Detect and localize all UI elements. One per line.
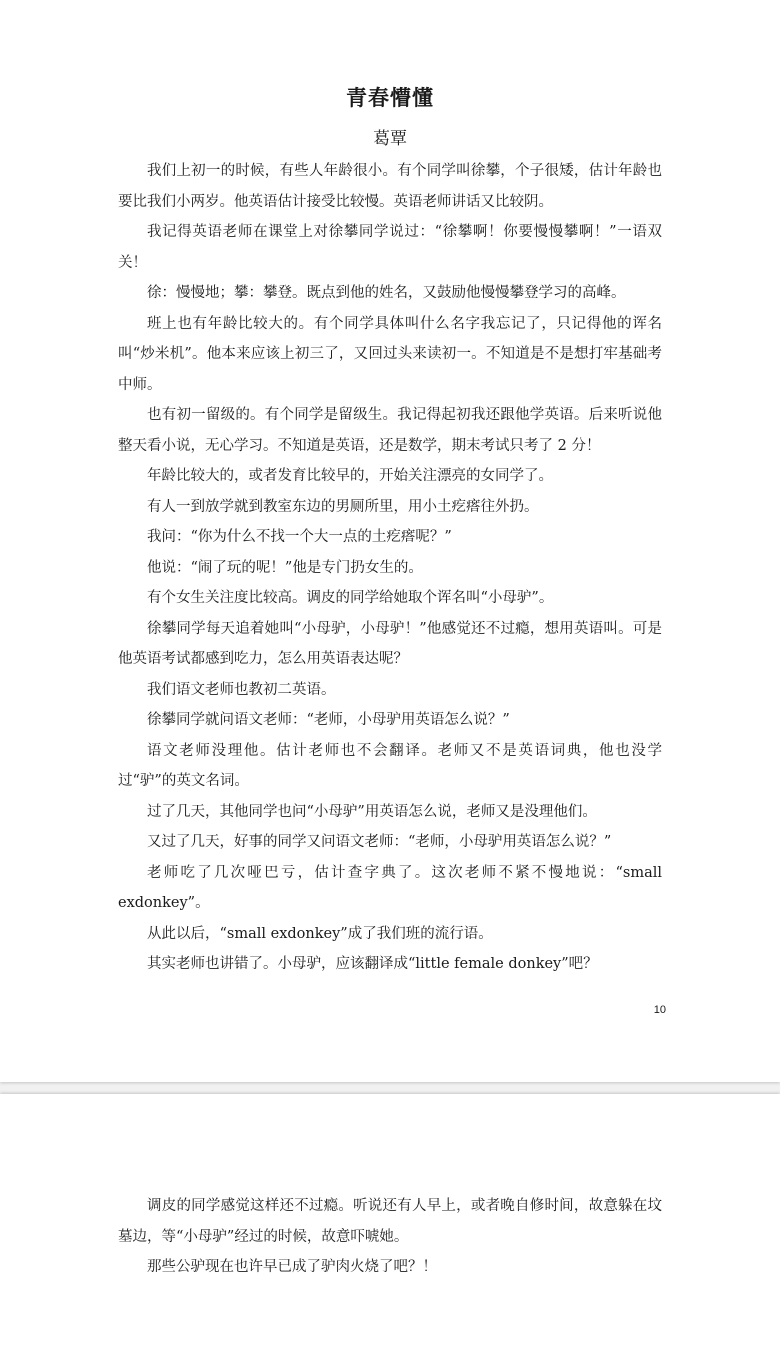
paragraph: 从此以后，“small exdonkey”成了我们班的流行语。 [147, 925, 493, 942]
paragraph: 也有初一留级的。有个同学是留级生。我记得起初我还跟他学英语。后来听说他整天看小说，无心学习。不知道是英语，还是数学，期末考试只考了 2 分！ [118, 407, 662, 454]
author-name: 葛覃 [373, 129, 407, 149]
paragraph: 其实老师也讲错了。小母驴，应该翻译成“little female donkey”吧？ [147, 956, 598, 972]
paragraph: 又过了几天，好事的同学又问语文老师：“老师，小母驴用英语怎么说？” [147, 834, 612, 850]
paragraph: 有人一到放学就到教室东边的男厕所里，用小土疙瘩往外扔。 [147, 498, 539, 515]
paragraph: 徐攀同学每天追着她叫“小母驴，小母驴！”他感觉还不过瘾，想用英语叫。可是他英语考试都感到吃力，怎么用英语表达呢？ [118, 620, 662, 667]
paragraph: 那些公驴现在也许早已成了驴肉火烧了吧？！ [147, 1259, 437, 1275]
article-body [118, 156, 662, 980]
paragraph: 徐：慢慢地；攀：攀登。既点到他的姓名，又鼓励他慢慢攀登学习的高峰。 [147, 285, 626, 301]
paragraph: 过了几天，其他同学也问“小母驴”用英语怎么说，老师又是没理他们。 [147, 803, 597, 820]
paragraph: 语文老师没理他。估计老师也不会翻译。老师又不是英语词典，他也没学过“驴”的英文名词。 [118, 742, 662, 789]
paragraph: 他说：“闹了玩的呢！”他是专门扔女生的。 [147, 559, 423, 576]
document-page-2 [0, 1094, 780, 1356]
article-body-continued [118, 1191, 662, 1283]
paragraph: 老师吃了几次哑巴亏，估计查字典了。这次老师不紧不慢地说：“small exdonkey”。 [118, 864, 662, 911]
paragraph: 我问：“你为什么不找一个大一点的土疙瘩呢？” [147, 529, 452, 545]
paragraph: 有个女生关注度比较高。调皮的同学给她取个诨名叫“小母驴”。 [147, 590, 554, 606]
paragraph: 年龄比较大的，或者发育比较早的，开始关注漂亮的女同学了。 [147, 468, 553, 484]
page-number: 10 [653, 1004, 666, 1016]
document-title: 青春懵懂 [346, 85, 434, 110]
paragraph: 我们语文老师也教初二英语。 [147, 681, 336, 698]
paragraph: 调皮的同学感觉这样还不过瘾。听说还有人早上，或者晚自修时间，故意躲在坟墓边，等“小母驴”经过的时候，故意吓唬她。 [118, 1198, 662, 1245]
paragraph: 徐攀同学就问语文老师：“老师，小母驴用英语怎么说？” [147, 712, 510, 728]
paragraph: 我们上初一的时候，有些人年龄很小。有个同学叫徐攀，个子很矮，估计年龄也要比我们小两岁。他英语估计接受比较慢。英语老师讲话又比较阴。 [118, 163, 662, 210]
paragraph: 我记得英语老师在课堂上对徐攀同学说过：“徐攀啊！你要慢慢攀啊！”一语双关！ [118, 224, 662, 271]
paragraph: 班上也有年龄比较大的。有个同学具体叫什么名字我忘记了，只记得他的诨名叫“炒米机”。他本来应该上初三了，又回过头来读初一。不知道是不是想打牢基础考中师。 [118, 315, 662, 393]
